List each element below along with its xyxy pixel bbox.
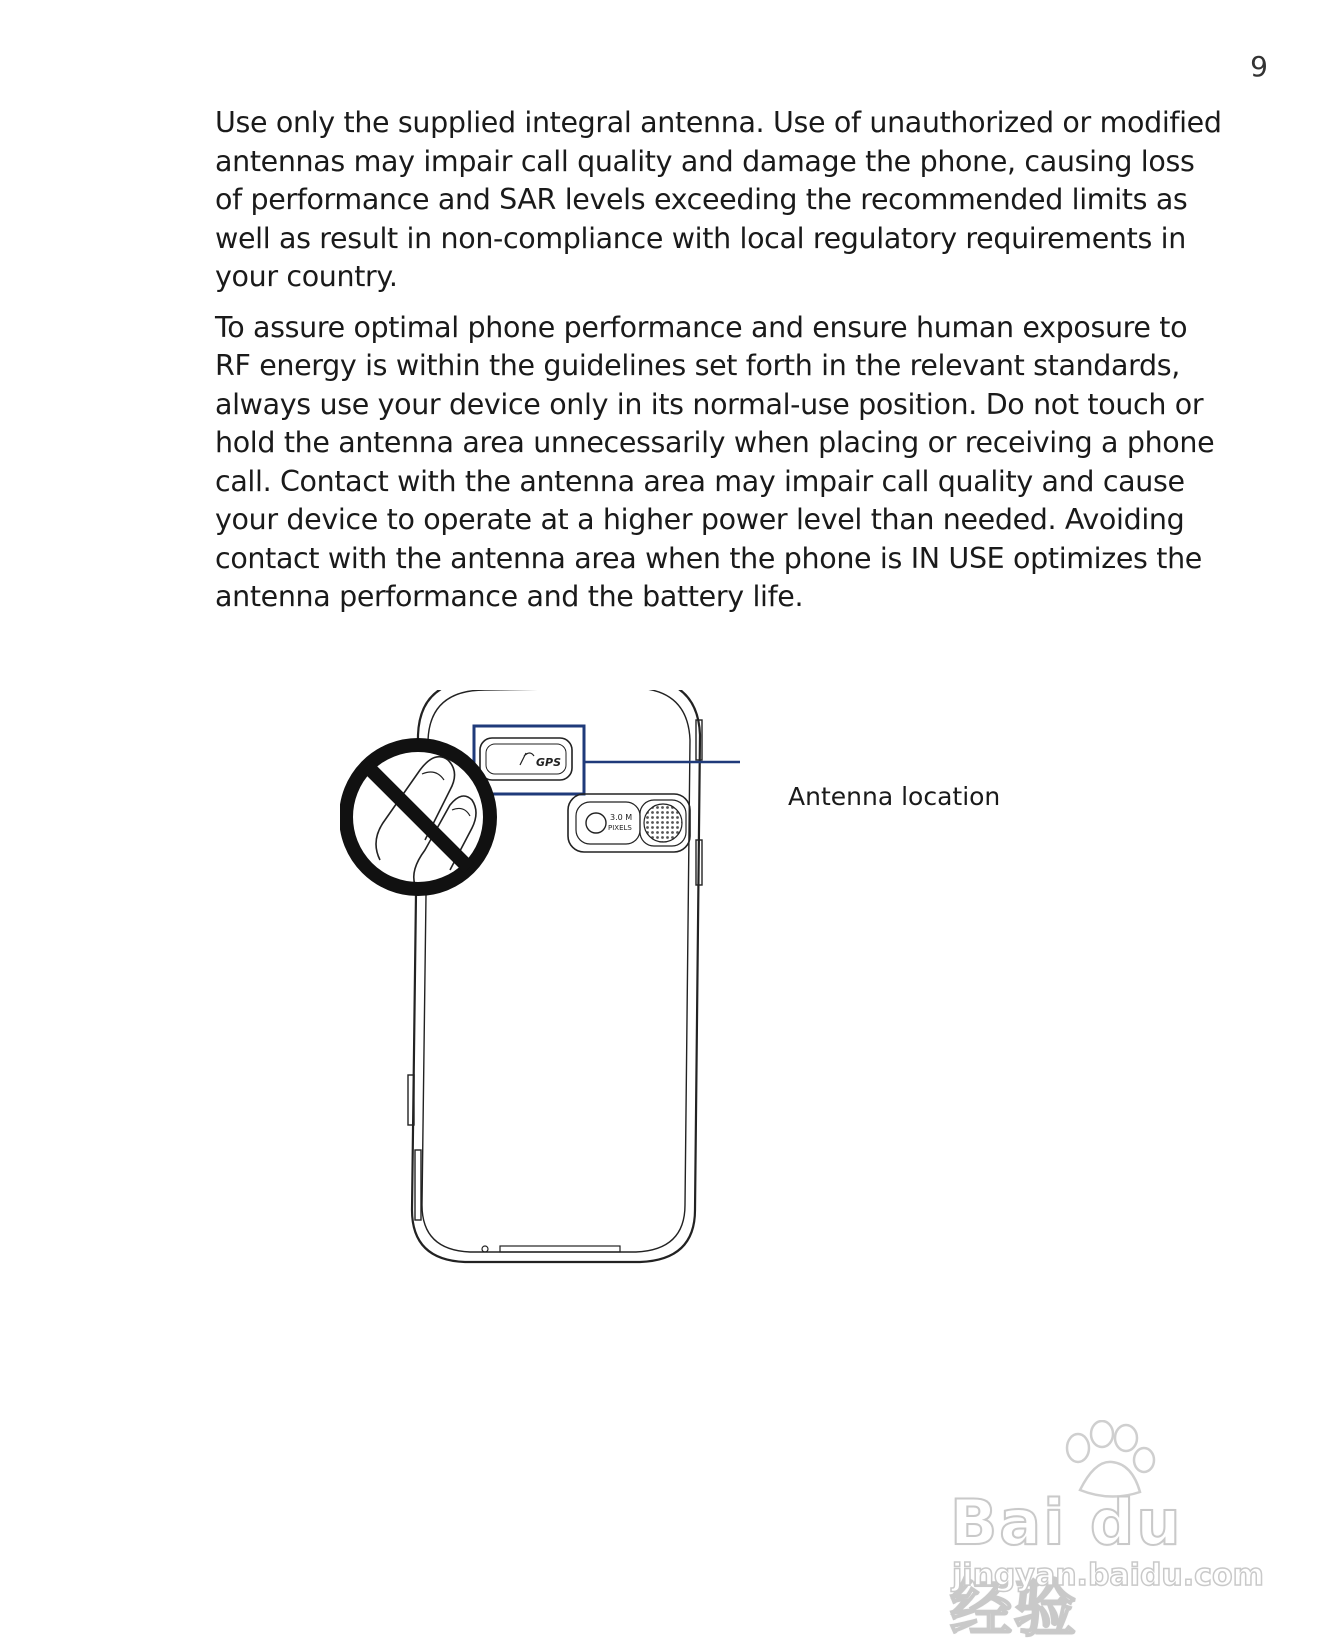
phone-antenna-figure [340, 690, 1040, 1330]
speaker-grille [644, 804, 682, 842]
antenna-callout-box [474, 726, 584, 794]
document-body [215, 104, 1225, 629]
camera-megapixel-label: 3.0 M [610, 813, 633, 822]
no-touch-icon [344, 743, 492, 891]
watermark-brand: Bai du 经验 [950, 1486, 1183, 1645]
baidu-watermark [940, 1420, 1270, 1645]
bottom-connector [500, 1246, 620, 1252]
paragraph-rf-exposure: To assure optimal phone performance and ensure human exposure to RF energy is within the guidelines set forth in the relevant standards, always use your device only in its normal-use position. Do not touch or hold the antenna area unnecessarily when placing or receiving a phone call. Contact with the antenna area may impair call quality and cause your device to operate at a higher power level than needed. Avoiding contact with the antenna area when the phone is IN USE optimizes the antenna performance and the battery life. [215, 310, 1215, 613]
bottom-hole [482, 1246, 488, 1252]
camera-pixels-label: PIXELS [608, 824, 632, 832]
gps-satellite-icon [520, 753, 534, 765]
side-button-left-low [415, 1150, 421, 1220]
gps-label: GPS [536, 756, 562, 769]
paragraph-antenna-warning: Use only the supplied integral antenna. Use of unauthorized or modified antennas may impair call quality and damage the phone, causing loss of performance and SAR levels exceeding the recommended limits as well as result in non-compliance with local regulatory requirements in your country. [215, 106, 1222, 293]
camera-lens-icon [586, 813, 606, 833]
antenna-location-label: Antenna location [788, 782, 1001, 811]
watermark-url: jingyan.baidu.com [952, 1558, 1264, 1593]
page-number: 9 [1250, 50, 1268, 83]
